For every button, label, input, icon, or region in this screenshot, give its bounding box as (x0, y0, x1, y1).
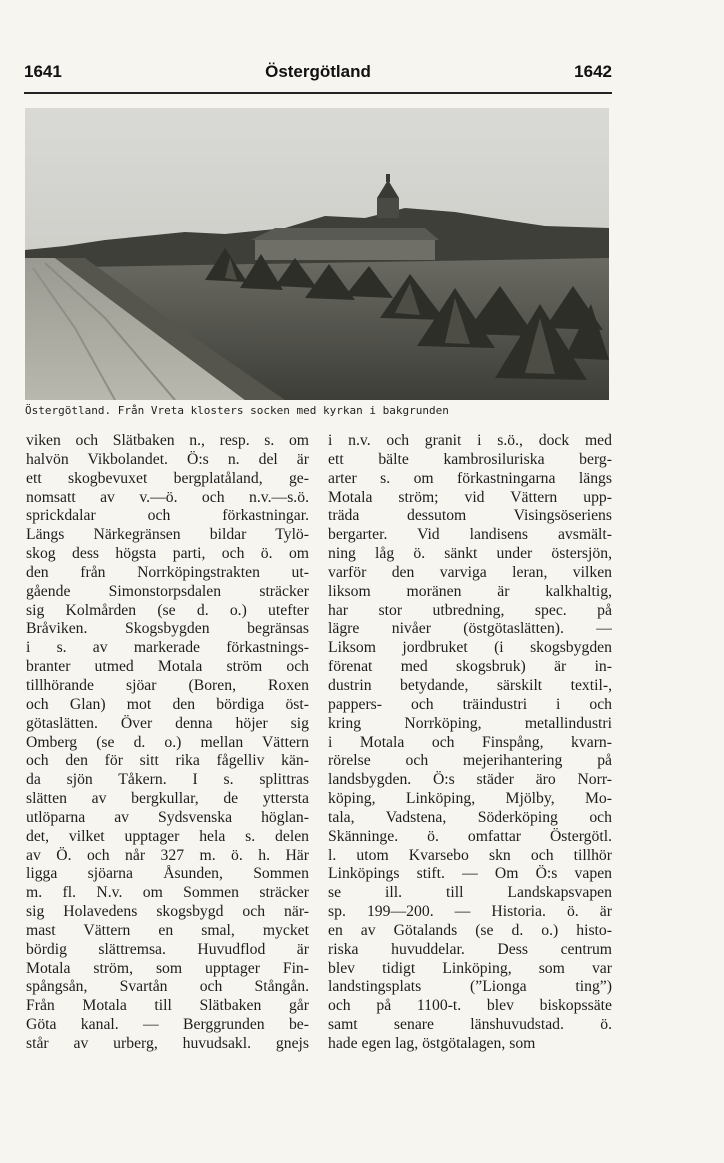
text-line: liksom moränen är kalkhaltig, (328, 582, 612, 600)
page-header (24, 62, 612, 88)
text-line: hade egen lag, östgötalagen, som (328, 1035, 536, 1052)
text-line: i s. av markerade förkastnings- (26, 639, 309, 657)
header-rule (24, 92, 612, 94)
text-line: sig Kolmården (se d. o.) utefter (26, 601, 309, 619)
text-line: arter s. om förkastningarna längs (328, 469, 612, 487)
text-line: köping, Linköping, Mjölby, Mo- (328, 790, 612, 808)
text-line: och Glan) mot den bördiga öst- (26, 695, 309, 713)
text-line: sprickdalar och förkastningar. (26, 507, 309, 525)
photo-caption: Östergötland. Från Vreta klosters socken med kyrkan i bakgrunden (25, 404, 449, 417)
text-line: Motala ström, som upptager Fin- (26, 959, 309, 977)
text-line: av Ö. och når 327 m. ö. h. Här (26, 846, 309, 864)
text-line: slätten av bergkullar, de yttersta (26, 790, 309, 808)
text-line: blev tidigt Linköping, som var (328, 959, 612, 977)
text-column-right (328, 432, 612, 1054)
text-line: i Motala och Finspång, kvarn- (328, 733, 612, 751)
text-line: ning låg ö. sänkt under östersjön, (328, 545, 612, 563)
text-line: i n.v. och granit i s.ö., dock med (328, 432, 612, 449)
page-number-left: 1641 (24, 62, 62, 81)
text-line: samt senare länshuvudstad. ö. (328, 1016, 612, 1034)
text-line: Från Motala till Slätbaken går (26, 997, 309, 1015)
text-line: det, vilket upptager hela s. delen (26, 827, 309, 845)
text-line: Omberg (se d. o.) mellan Vättern (26, 733, 309, 751)
text-line: står av urberg, huvudsakl. gnejs (26, 1035, 309, 1052)
text-line: tillhörande sjöar (Boren, Roxen (26, 676, 309, 694)
text-line: mast Vättern en smal, mycket (26, 921, 309, 939)
text-line: kring Norrköping, metallindustri (328, 714, 612, 732)
text-line: götaslätten. Över denna höjer sig (26, 714, 309, 732)
text-line: förenat med skogsbruk) är in- (328, 658, 612, 676)
text-line: sig Holavedens skogsbygd och när- (26, 903, 309, 921)
text-line: Längs Närkegränsen bildar Tylö- (26, 526, 309, 544)
text-line: sp. 199—200. — Historia. ö. är (328, 903, 612, 921)
text-line: varför den varviga leran, vilken (328, 563, 612, 581)
text-line: branter utmed Motala ström och (26, 658, 309, 676)
text-line: pappers- och träindustri i och (328, 695, 612, 713)
text-line: bergarter. Vid landisens avsmält- (328, 526, 612, 544)
text-line: en av Götalands (se d. o.) histo- (328, 921, 612, 939)
page-number-right: 1642 (574, 62, 612, 81)
text-line: dustrin betydande, särskilt textil-, (328, 676, 612, 694)
text-line: viken och Slätbaken n., resp. s. om (26, 432, 309, 449)
text-line: ett skogbevuxet bergplatåland, ge- (26, 469, 309, 487)
text-line: Bråviken. Skogsbygden begränsas (26, 620, 309, 638)
text-line: och på 1100-t. blev biskopssäte (328, 997, 612, 1015)
text-line: landstingsplats (”Lionga ting”) (328, 978, 612, 996)
text-line: landsbygden. Ö:s städer äro Norr- (328, 771, 612, 789)
text-line: tala, Vadstena, Söderköping och (328, 808, 612, 826)
text-line: Motala ström; vid Vättern upp- (328, 488, 612, 506)
text-line: Skänninge. ö. omfattar Östergötl. (328, 827, 612, 845)
text-column-left (26, 432, 309, 1054)
text-line: Göta kanal. — Berggrunden be- (26, 1016, 309, 1034)
text-line: träda dessutom Visingsöseriens (328, 507, 612, 525)
text-line: den från Norrköpingstrakten ut- (26, 563, 309, 581)
text-line: riska huvuddelar. Dess centrum (328, 940, 612, 958)
text-line: utlöparna av Sydsvenska höglan- (26, 808, 309, 826)
text-line: och den för sitt rika fågelliv kän- (26, 752, 309, 770)
text-line: rörelse och mejerihantering på (328, 752, 612, 770)
text-line: ligga sjöarna Åsunden, Sommen (26, 865, 309, 883)
text-line: nomsatt av v.—ö. och n.v.—s.ö. (26, 488, 309, 506)
text-line: ett bälte kambrosiluriska berg- (328, 450, 612, 468)
text-line: halvön Vikbolandet. Ö:s n. del är (26, 450, 309, 468)
text-line: Linköpings stift. — Om Ö:s vapen (328, 865, 612, 883)
text-line: har stor utbredning, spec. på (328, 601, 612, 619)
text-line: gående Simonstorpsdalen sträcker (26, 582, 309, 600)
text-line: lägre nivåer (östgötaslätten). — (328, 620, 612, 638)
text-line: l. utom Kvarsebo skn och tillhör (328, 846, 612, 864)
text-line: m. fl. N.v. om Sommen sträcker (26, 884, 309, 902)
landscape-photo (25, 108, 609, 400)
page-title: Östergötland (265, 62, 371, 81)
text-line: spångsån, Svartån och Stångån. (26, 978, 309, 996)
text-line: skog dess högsta parti, och ö. om (26, 545, 309, 563)
text-line: se ill. till Landskapsvapen (328, 884, 612, 902)
text-line: Liksom jordbruket (i skogsbygden (328, 639, 612, 657)
text-line: bördig slättremsa. Huvudflod är (26, 940, 309, 958)
text-line: da sjön Tåkern. I s. splittras (26, 771, 309, 789)
